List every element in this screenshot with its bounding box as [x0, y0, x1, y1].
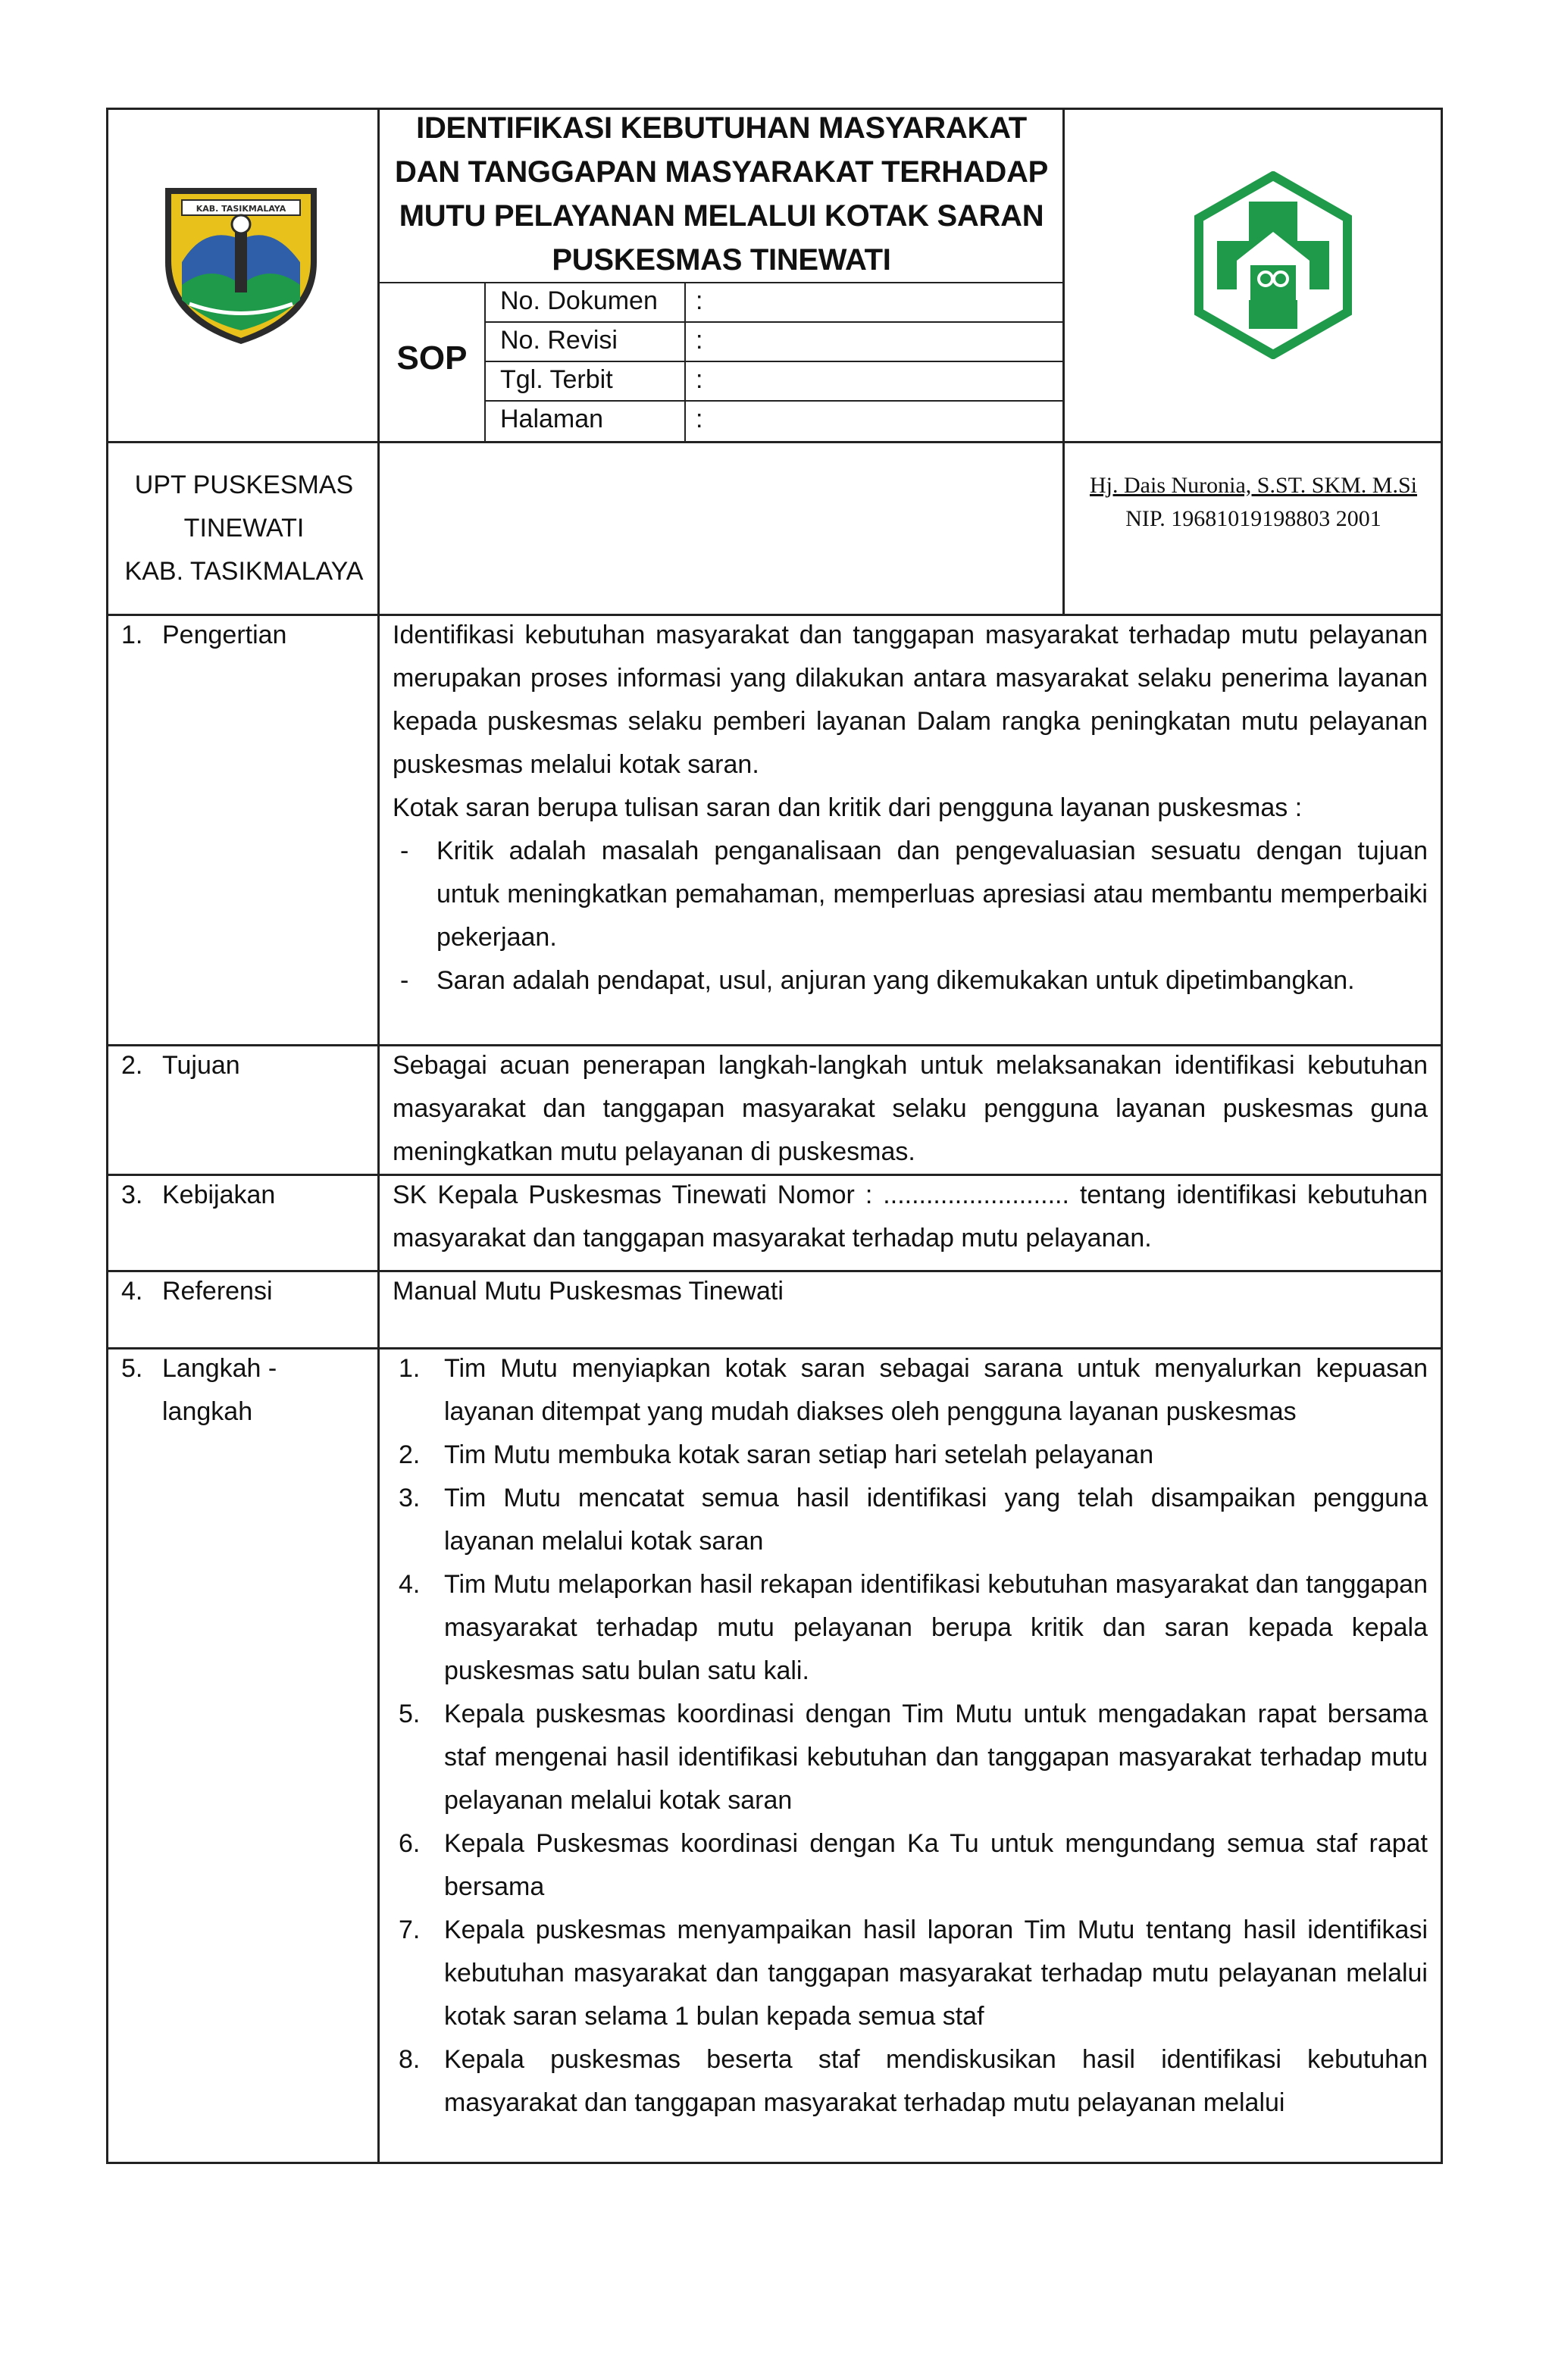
section-label-referensi: [121, 1270, 359, 1313]
step-number: 8.: [399, 2045, 421, 2074]
organization-name: [109, 464, 379, 593]
step-item: [393, 1563, 1428, 1693]
section-title: Langkah - langkah: [162, 1354, 277, 1426]
column-divider-right: [1062, 108, 1065, 615]
crest-banner-text: KAB. TASIKMALAYA: [196, 204, 286, 214]
org-line-3: KAB. TASIKMALAYA: [124, 557, 364, 586]
document-title: [382, 106, 1061, 282]
step-item: [393, 1693, 1428, 1822]
step-item: [393, 1477, 1428, 1563]
section-content-kebijakan: SK Kepala Puskesmas Tinewati Nomor : .......................... tentang identifikasi kebutuhan masyarakat dan tanggapan masyarakat terhadap mutu pelayanan.: [393, 1181, 1428, 1253]
title-line-1: IDENTIFIKASI KEBUTUHAN MASYARAKAT: [416, 111, 1027, 145]
section-number: 3.: [121, 1181, 143, 1209]
section-label-kebijakan: [121, 1174, 359, 1217]
step-text: Tim Mutu melaporkan hasil rekapan identifikasi kebutuhan masyarakat dan tanggapan masyarakat terhadap mutu pelayanan berupa kritik dan saran kepada kepala puskesmas satu bulan satu kali.: [444, 1570, 1428, 1685]
meta-value-halaman: :: [696, 405, 703, 433]
signatory-name: Hj. Dais Nuronia, S.ST. SKM. M.Si: [1090, 473, 1417, 498]
step-number: 4.: [399, 1570, 421, 1599]
section-content-langkah: [393, 1347, 1428, 2125]
step-text: Tim Mutu mencatat semua hasil identifikasi yang telah disampaikan pengguna layanan melalui kotak saran: [444, 1484, 1428, 1556]
step-item: [393, 1822, 1428, 1909]
meta-value-tgl-terbit: :: [696, 365, 703, 394]
step-number: 3.: [399, 1484, 421, 1512]
meta-label-tgl-terbit: Tgl. Terbit: [500, 365, 613, 394]
step-text: Tim Mutu membuka kotak saran setiap hari setelah pelayanan: [444, 1440, 1154, 1469]
step-item: [393, 1347, 1428, 1434]
paragraph: Identifikasi kebutuhan masyarakat dan tanggapan masyarakat terhadap mutu pelayanan merupakan proses informasi yang dilakukan antara masyarakat selaku penerima layanan kepada puskesmas selaku pemberi layanan Dalam rangka peningkatan mutu pelayanan puskesmas melalui kotak saran.: [393, 621, 1428, 779]
step-text: Kepala puskesmas beserta staf mendiskusikan hasil identifikasi kebutuhan masyarakat dan tanggapan masyarakat terhadap mutu pelayanan melalui: [444, 2045, 1428, 2117]
title-line-4: PUSKESMAS TINEWATI: [552, 243, 891, 277]
step-text: Kepala puskesmas menyampaikan hasil laporan Tim Mutu tentang hasil identifikasi kebutuhan masyarakat dan tanggapan masyarakat terhadap mutu pelayanan melalui kotak saran selama 1 bulan kepada semua staf: [444, 1916, 1428, 2031]
section-content-pengertian: [393, 614, 1428, 1002]
step-number: 1.: [399, 1354, 421, 1383]
meta-label-halaman: Halaman: [500, 405, 604, 433]
section-label-pengertian: [121, 614, 359, 657]
section-title: Referensi: [162, 1277, 273, 1306]
header-bottom-line: [106, 441, 1443, 443]
step-item: [393, 1909, 1428, 2038]
org-line-2: TINEWATI: [183, 514, 305, 543]
title-line-2: DAN TANGGAPAN MASYARAKAT TERHADAP: [395, 155, 1048, 189]
meta-divider-colon: [684, 283, 686, 443]
step-number: 2.: [399, 1440, 421, 1469]
section-title: Kebijakan: [162, 1181, 276, 1209]
step-item: [393, 1434, 1428, 1477]
section-label-tujuan: [121, 1044, 359, 1087]
section-number: 4.: [121, 1277, 143, 1306]
section-title: Tujuan: [162, 1051, 240, 1080]
list-item-text: Saran adalah pendapat, usul, anjuran yang dikemukakan untuk dipetimbangkan.: [436, 966, 1355, 995]
list-item: [393, 830, 1428, 959]
step-number: 5.: [399, 1700, 421, 1728]
section-number: 5.: [121, 1354, 143, 1383]
step-text: Kepala puskesmas koordinasi dengan Tim Mutu untuk mengadakan rapat bersama staf mengenai hasil identifikasi kebutuhan dan tanggapan masyarakat terhadap mutu pelayanan melalui kotak saran: [444, 1700, 1428, 1815]
sop-label: SOP: [396, 339, 468, 377]
title-bottom-line: [377, 282, 1062, 283]
meta-label-no-dokumen: No. Dokumen: [500, 286, 658, 315]
step-text: Kepala Puskesmas koordinasi dengan Ka Tu untuk mengundang semua staf rapat bersama: [444, 1829, 1428, 1901]
section-title: Pengertian: [162, 621, 287, 649]
meta-row-line-3: [484, 400, 1062, 402]
section-number: 1.: [121, 621, 143, 649]
section-content-referensi: Manual Mutu Puskesmas Tinewati: [393, 1277, 784, 1306]
title-line-3: MUTU PELAYANAN MELALUI KOTAK SARAN: [399, 199, 1044, 233]
meta-value-no-revisi: :: [696, 326, 703, 355]
list-item: [393, 959, 1428, 1002]
section-label-langkah: [121, 1347, 329, 1434]
meta-label-no-revisi: No. Revisi: [500, 326, 618, 355]
meta-row-line-1: [484, 321, 1062, 323]
column-divider-left: [377, 108, 380, 2164]
puskesmas-logo: [1191, 171, 1355, 359]
step-item: [393, 2038, 1428, 2125]
meta-value-no-dokumen: :: [696, 286, 703, 315]
bullet-marker: -: [400, 966, 409, 995]
section-number: 2.: [121, 1051, 143, 1080]
signatory-nip: NIP. 19681019198803 2001: [1125, 506, 1381, 531]
section-content-tujuan: Sebagai acuan penerapan langkah-langkah untuk melaksanakan identifikasi kebutuhan masyarakat dan tanggapan masyarakat selaku pengguna layanan puskesmas guna meningkatkan mutu pelayanan di puskesmas.: [393, 1051, 1428, 1166]
bullet-marker: -: [400, 837, 409, 865]
step-number: 6.: [399, 1829, 421, 1858]
paragraph: Kotak saran berupa tulisan saran dan kritik dari pengguna layanan puskesmas :: [393, 793, 1303, 822]
kabupaten-crest-logo: [159, 171, 323, 347]
org-line-1: UPT PUSKESMAS: [134, 471, 354, 499]
list-item-text: Kritik adalah masalah penganalisaan dan pengevaluasian sesuatu dengan tujuan untuk meningkatkan pemahaman, memperluas apresiasi atau membantu memperbaiki pekerjaan.: [436, 837, 1428, 952]
meta-row-line-2: [484, 361, 1062, 362]
step-number: 7.: [399, 1916, 421, 1944]
step-text: Tim Mutu menyiapkan kotak saran sebagai sarana untuk menyalurkan kepuasan layanan ditempat yang mudah diakses oleh pengguna layanan puskesmas: [444, 1354, 1428, 1426]
